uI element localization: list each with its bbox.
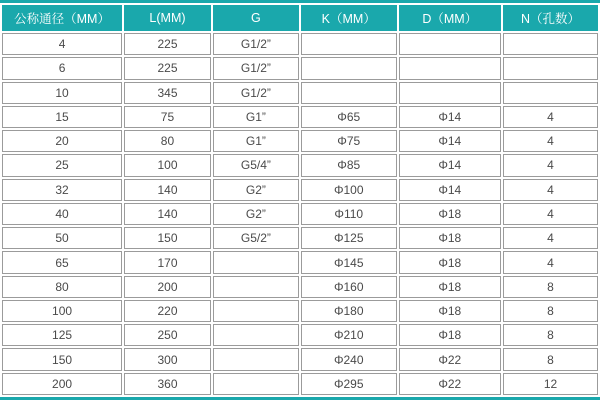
table-row [2,33,598,55]
cell [301,82,397,104]
cell: 4 [503,227,598,249]
cell [503,82,598,104]
table-row [2,154,598,176]
cell: 6 [2,57,122,79]
cell: Φ110 [301,203,397,225]
cell: Φ22 [399,373,502,395]
cell: G2” [213,203,299,225]
cell [213,324,299,346]
cell: 150 [124,227,211,249]
cell: Φ22 [399,348,502,370]
cell [301,33,397,55]
table-row [2,203,598,225]
cell: Φ18 [399,227,502,249]
cell: 4 [503,130,598,152]
cell: G5/2” [213,227,299,249]
header-cell-5: D（MM） [399,5,502,31]
cell: 150 [2,348,122,370]
cell: G1/2” [213,33,299,55]
cell: G2” [213,179,299,201]
cell [301,57,397,79]
cell: G1” [213,130,299,152]
table-row [2,251,598,273]
cell: Φ14 [399,130,502,152]
cell: 8 [503,348,598,370]
cell: 10 [2,82,122,104]
cell: 15 [2,106,122,128]
spec-table-head [2,5,598,31]
cell: 300 [124,348,211,370]
cell: Φ65 [301,106,397,128]
cell: Φ125 [301,227,397,249]
cell [213,373,299,395]
cell: 140 [124,179,211,201]
header-row [2,5,598,31]
spec-table [0,3,600,397]
cell: 220 [124,300,211,322]
cell: 8 [503,324,598,346]
cell: 50 [2,227,122,249]
cell: G1/2” [213,57,299,79]
cell: 125 [2,324,122,346]
cell: 4 [503,106,598,128]
cell: 360 [124,373,211,395]
cell [213,300,299,322]
cell: 20 [2,130,122,152]
cell: 65 [2,251,122,273]
cell: G1” [213,106,299,128]
cell: 80 [2,276,122,298]
cell: 100 [2,300,122,322]
cell [213,251,299,273]
cell: Φ295 [301,373,397,395]
cell: 4 [503,154,598,176]
cell [503,57,598,79]
table-row [2,106,598,128]
cell: Φ18 [399,203,502,225]
cell: 12 [503,373,598,395]
cell [399,57,502,79]
cell: 8 [503,300,598,322]
cell: Φ18 [399,276,502,298]
table-row [2,373,598,395]
cell [503,33,598,55]
table-row [2,179,598,201]
header-cell-2: L(MM) [124,5,211,31]
cell [213,276,299,298]
header-cell-4: K（MM） [301,5,397,31]
table-row [2,348,598,370]
cell [399,33,502,55]
cell: Φ14 [399,154,502,176]
header-cell-6: N（孔数） [503,5,598,31]
table-row [2,82,598,104]
cell: Φ180 [301,300,397,322]
cell: 100 [124,154,211,176]
spec-table-body [2,33,598,395]
cell: 200 [124,276,211,298]
cell: 80 [124,130,211,152]
cell: Φ85 [301,154,397,176]
cell: Φ240 [301,348,397,370]
table-row [2,57,598,79]
cell: Φ18 [399,324,502,346]
cell: 200 [2,373,122,395]
cell: 225 [124,57,211,79]
cell: G1/2” [213,82,299,104]
cell: 75 [124,106,211,128]
table-row [2,324,598,346]
cell: 140 [124,203,211,225]
cell: Φ160 [301,276,397,298]
cell: 4 [503,179,598,201]
cell: 40 [2,203,122,225]
cell: Φ210 [301,324,397,346]
cell: 25 [2,154,122,176]
cell: Φ145 [301,251,397,273]
table-row [2,276,598,298]
cell: 250 [124,324,211,346]
cell: 4 [503,251,598,273]
cell: 32 [2,179,122,201]
header-cell-3: G [213,5,299,31]
table-row [2,227,598,249]
cell: Φ14 [399,179,502,201]
table-row [2,300,598,322]
cell [213,348,299,370]
cell: 225 [124,33,211,55]
table-row [2,130,598,152]
header-cell-1: 公称通径（MM） [2,5,122,31]
cell: G5/4” [213,154,299,176]
cell: 4 [503,203,598,225]
cell: Φ100 [301,179,397,201]
cell: 8 [503,276,598,298]
cell: 4 [2,33,122,55]
cell: Φ75 [301,130,397,152]
cell: Φ18 [399,251,502,273]
cell: 345 [124,82,211,104]
cell [399,82,502,104]
cell: Φ18 [399,300,502,322]
cell: 170 [124,251,211,273]
cell: Φ14 [399,106,502,128]
